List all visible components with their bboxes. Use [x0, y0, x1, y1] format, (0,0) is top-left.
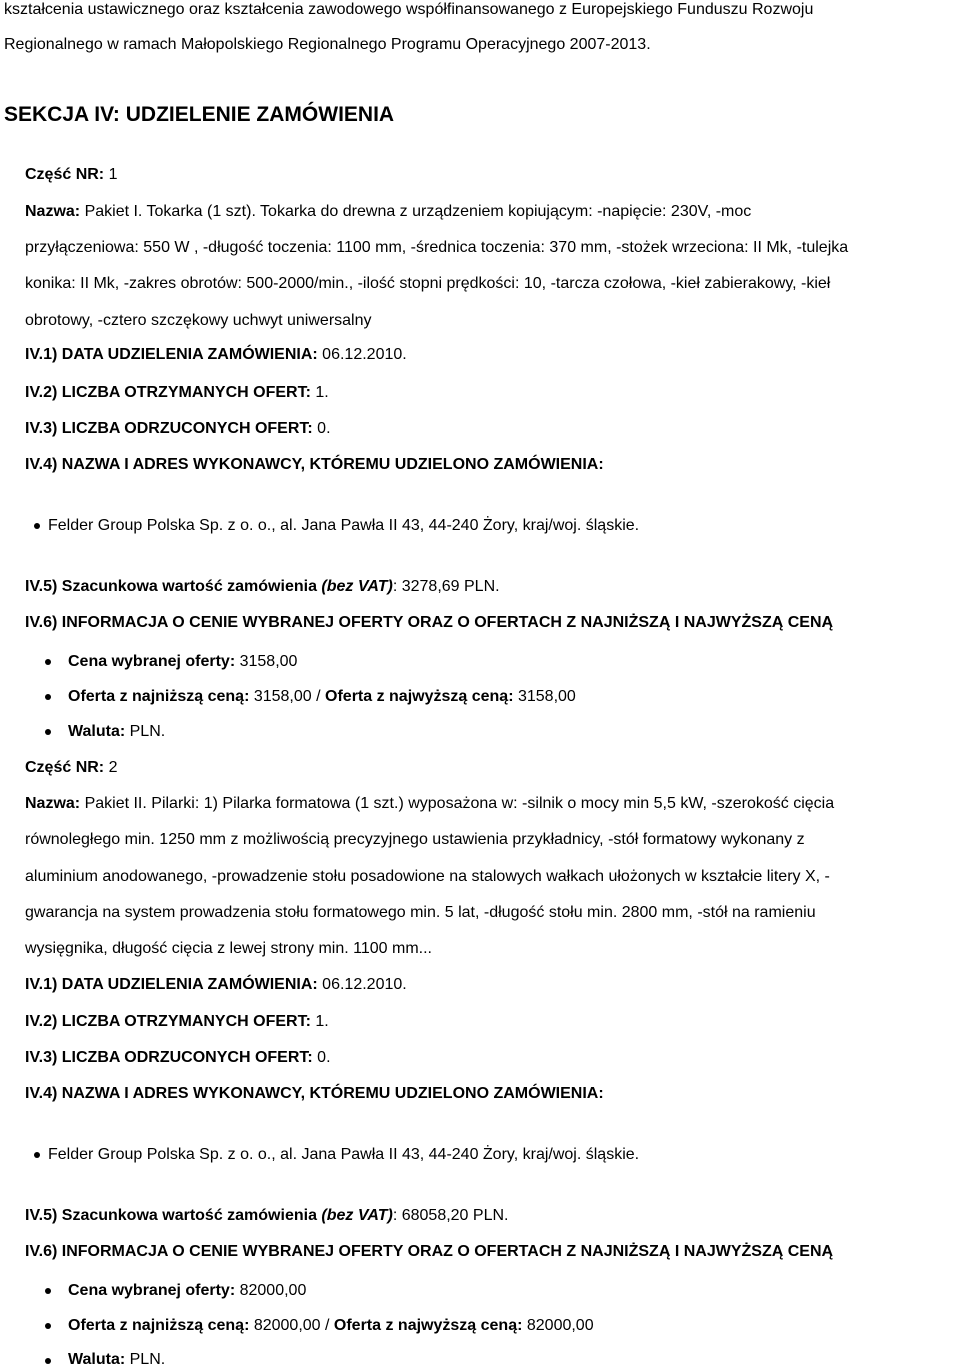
- part1-estimate: IV.5) Szacunkowa wartość zamówienia (bez VAT): 3278,69 PLN.: [25, 578, 500, 595]
- part2-selected-price: Cena wybranej oferty: 82000,00: [68, 1282, 307, 1299]
- bullet-icon: [45, 1288, 51, 1294]
- part1-desc-line-3: konika: II Mk, -zakres obrotów: 500-2000/min., -ilość stopni prędkości: 10, -tarcza czołowa, -kieł zabierakowy, -kieł: [25, 275, 831, 292]
- part2-desc-line-4: gwarancja na system prowadzenia stołu formatowego min. 5 lat, -długość stołu min. 2800 mm, -stół na ramieniu: [25, 904, 816, 921]
- part2-desc-line-5: wysięgnika, długość cięcia z lewej strony min. 1100 mm...: [25, 940, 432, 957]
- part2-desc-line-2: równoległego min. 1250 mm z możliwością precyzyjnego ustawienia przykładnicy, -stół formatowy wykonany z: [25, 831, 805, 848]
- part1-price-info-heading: IV.6) INFORMACJA O CENIE WYBRANEJ OFERTY ORAZ O OFERTACH Z NAJNIŻSZĄ I NAJWYŻSZĄ CENĄ: [25, 614, 834, 631]
- part2-currency: Waluta: PLN.: [68, 1351, 166, 1368]
- part1-lowest-highest: Oferta z najniższą ceną: 3158,00 / Oferta z najwyższą ceną: 3158,00: [68, 688, 576, 705]
- part1-contractor: Felder Group Polska Sp. z o. o., al. Jana Pawła II 43, 44-240 Żory, kraj/woj. śląskie.: [48, 517, 640, 534]
- bullet-icon: [45, 1323, 51, 1329]
- part2-offers-count: IV.2) LICZBA OTRZYMANYCH OFERT: 1.: [25, 1013, 329, 1030]
- part1-award-date: IV.1) DATA UDZIELENIA ZAMÓWIENIA: 06.12.2010.: [25, 346, 407, 363]
- part2-rejected-count: IV.3) LICZBA ODRZUCONYCH OFERT: 0.: [25, 1049, 331, 1066]
- part1-offers-count: IV.2) LICZBA OTRZYMANYCH OFERT: 1.: [25, 384, 329, 401]
- intro-line-2: Regionalnego w ramach Małopolskiego Regionalnego Programu Operacyjnego 2007-2013.: [4, 36, 651, 53]
- part2-number: Część NR: 2: [25, 759, 118, 776]
- part1-rejected-count: IV.3) LICZBA ODRZUCONYCH OFERT: 0.: [25, 420, 331, 437]
- part1-desc-line-2: przyłączeniowa: 550 W , -długość toczenia: 1100 mm, -średnica toczenia: 370 mm, -stożek wrzeciona: II Mk, -tulejka: [25, 239, 849, 256]
- part1-contractor-heading: IV.4) NAZWA I ADRES WYKONAWCY, KTÓREMU UDZIELONO ZAMÓWIENIA:: [25, 456, 604, 473]
- bullet-icon: [34, 523, 40, 529]
- bullet-icon: [34, 1152, 40, 1158]
- part1-desc-line-4: obrotowy, -cztero szczękowy uchwyt uniwersalny: [25, 312, 372, 329]
- bullet-icon: [45, 729, 51, 735]
- bullet-icon: [45, 694, 51, 700]
- part2-desc-line-1: Nazwa: Pakiet II. Pilarki: 1) Pilarka formatowa (1 szt.) wyposażona w: -silnik o mocy min 5,5 kW, -szerokość cięcia: [25, 795, 835, 812]
- part2-contractor: Felder Group Polska Sp. z o. o., al. Jana Pawła II 43, 44-240 Żory, kraj/woj. śląskie.: [48, 1146, 640, 1163]
- section-title: SEKCJA IV: UDZIELENIE ZAMÓWIENIA: [4, 103, 395, 126]
- part1-number: Część NR: 1: [25, 166, 118, 183]
- part1-currency: Waluta: PLN.: [68, 723, 166, 740]
- intro-line-1: kształcenia ustawicznego oraz kształcenia zawodowego współfinansowanego z Europejskiego Funduszu Rozwoju: [4, 1, 814, 18]
- part1-desc-line-1: Nazwa: Pakiet I. Tokarka (1 szt). Tokarka do drewna z urządzeniem kopiującym: -napięcie: 230V, -moc: [25, 203, 752, 220]
- part2-award-date: IV.1) DATA UDZIELENIA ZAMÓWIENIA: 06.12.2010.: [25, 976, 407, 993]
- bullet-icon: [45, 1358, 51, 1364]
- part2-estimate: IV.5) Szacunkowa wartość zamówienia (bez VAT): 68058,20 PLN.: [25, 1207, 509, 1224]
- part1-selected-price: Cena wybranej oferty: 3158,00: [68, 653, 298, 670]
- part2-desc-line-3: aluminium anodowanego, -prowadzenie stołu posadowione na stalowych wałkach ułożonych w kształcie litery X, -: [25, 868, 830, 885]
- part2-lowest-highest: Oferta z najniższą ceną: 82000,00 / Oferta z najwyższą ceną: 82000,00: [68, 1317, 594, 1334]
- part2-contractor-heading: IV.4) NAZWA I ADRES WYKONAWCY, KTÓREMU UDZIELONO ZAMÓWIENIA:: [25, 1085, 604, 1102]
- part2-price-info-heading: IV.6) INFORMACJA O CENIE WYBRANEJ OFERTY ORAZ O OFERTACH Z NAJNIŻSZĄ I NAJWYŻSZĄ CENĄ: [25, 1243, 834, 1260]
- bullet-icon: [45, 659, 51, 665]
